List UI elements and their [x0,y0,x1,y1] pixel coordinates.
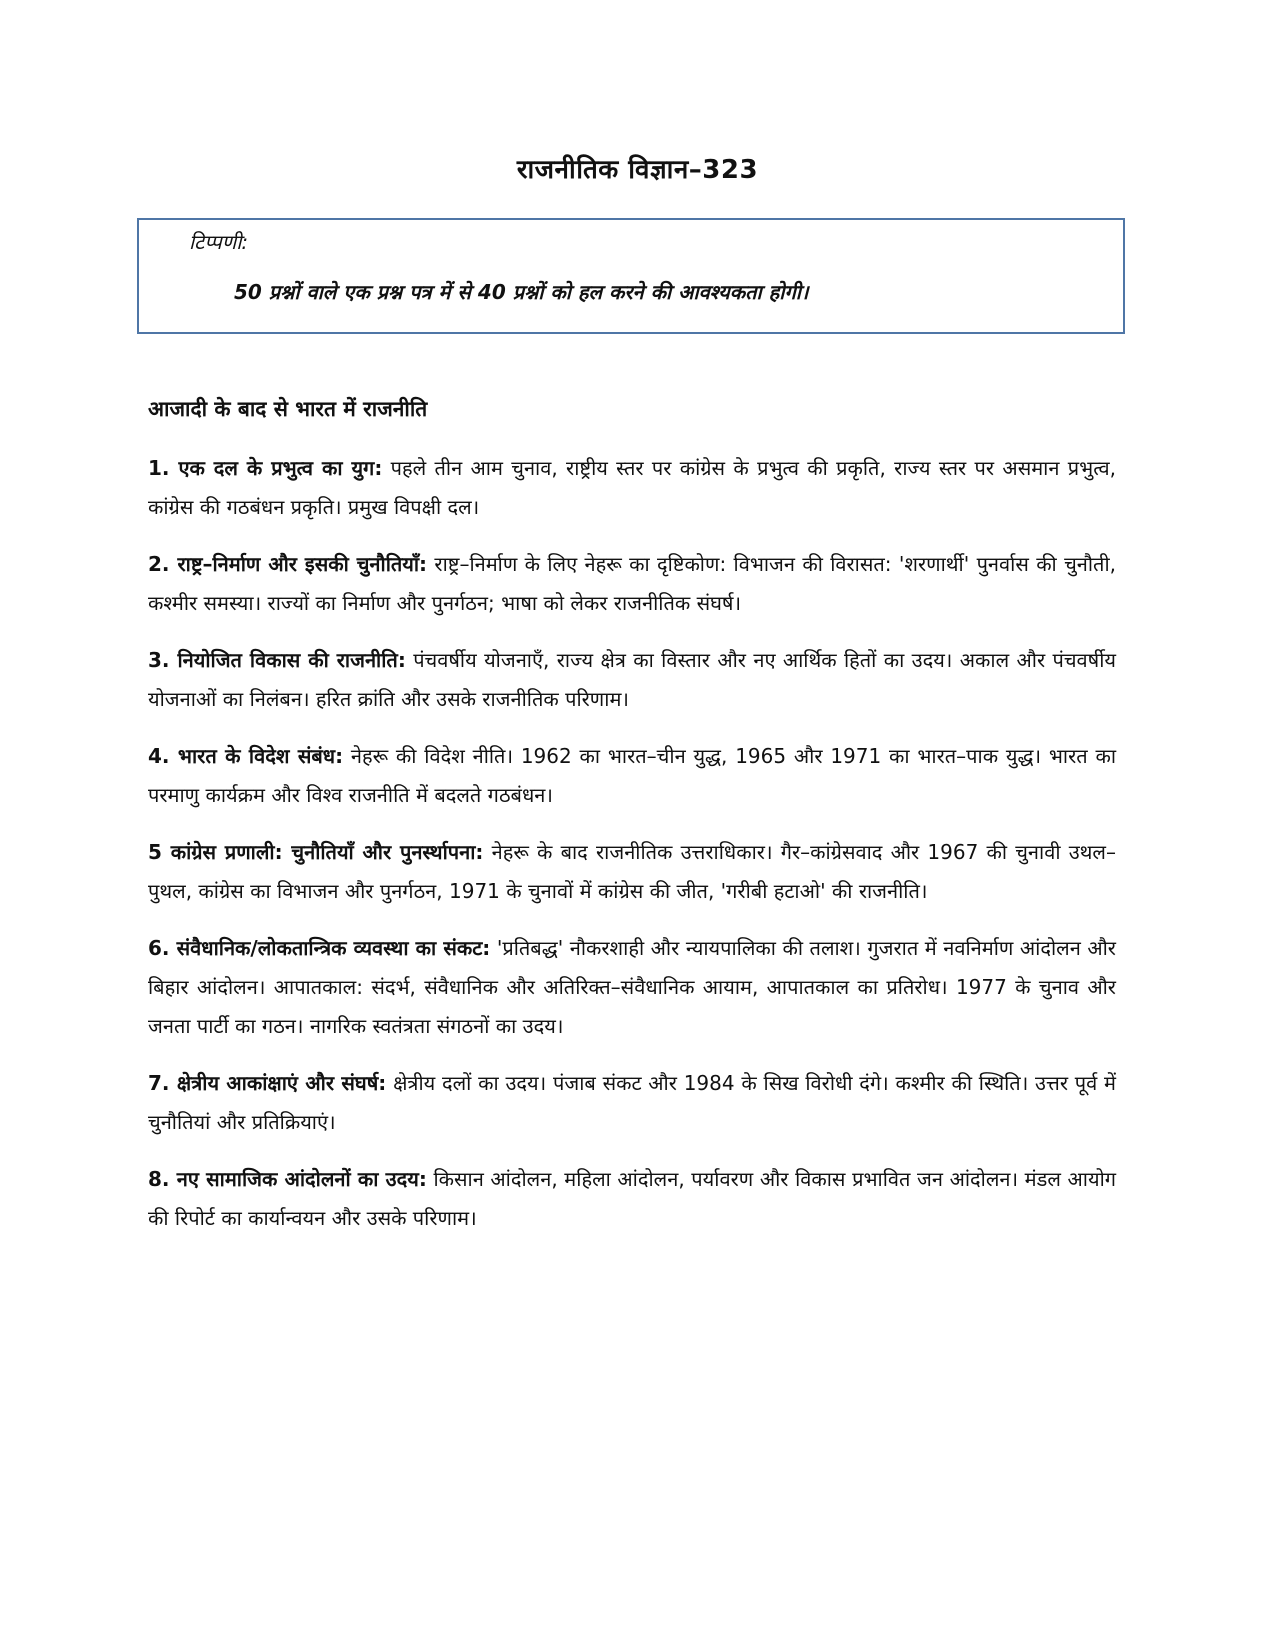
topic-heading: 4. भारत के विदेश संबंध: [148,744,344,768]
syllabus-content [148,395,1116,1256]
topic-3 [148,641,1116,719]
topic-5 [148,833,1116,911]
topic-heading: 5 कांग्रेस प्रणाली: चुनौतियाँ और पुनर्स्थापना: [148,840,484,864]
topic-1 [148,449,1116,527]
topic-text: राष्ट्र–निर्माण के लिए नेहरू का दृष्टिकोण: विभाजन की विरासत: 'शरणार्थी' पुनर्वास की चुनौती, कश्मीर समस्या। राज्यों का निर्माण और पुनर्गठन; भाषा को लेकर राजनीतिक संघर्ष। [148,552,1116,615]
topic-8 [148,1160,1116,1238]
note-box [137,218,1125,334]
topic-heading: 7. क्षेत्रीय आकांक्षाएं और संघर्ष: [148,1071,387,1095]
topic-text: नेहरू की विदेश नीति। 1962 का भारत–चीन युद्ध, 1965 और 1971 का भारत–पाक युद्ध। भारत का परमाणु कार्यक्रम और विश्व राजनीति में बदलते गठबंधन। [148,744,1116,807]
topic-7 [148,1064,1116,1142]
topic-text: पंचवर्षीय योजनाएँ, राज्य क्षेत्र का विस्तार और नए आर्थिक हितों का उदय। अकाल और पंचवर्षीय योजनाओं का निलंबन। हरित क्रांति और उसके राजनीतिक परिणाम। [148,648,1117,711]
topic-text: किसान आंदोलन, महिला आंदोलन, पर्यावरण और विकास प्रभावित जन आंदोलन। मंडल आयोग की रिपोर्ट का कार्यान्वयन और उसके परिणाम। [148,1167,1117,1230]
topic-text: नेहरू के बाद राजनीतिक उत्तराधिकार। गैर–कांग्रेसवाद और 1967 की चुनावी उथल–पुथल, कांग्रेस का विभाजन और पुनर्गठन, 1971 के चुनावों में कांग्रेस की जीत, 'गरीबी हटाओ' की राजनीति। [148,840,1116,903]
topic-text: पहले तीन आम चुनाव, राष्ट्रीय स्तर पर कांग्रेस के प्रभुत्व की प्रकृति, राज्य स्तर पर असमान प्रभुत्व, कांग्रेस की गठबंधन प्रकृति। प्रमुख विपक्षी दल। [148,456,1116,519]
topic-6 [148,929,1116,1046]
topic-heading: 2. राष्ट्र–निर्माण और इसकी चुनौतियाँ: [148,552,428,576]
topic-heading: 8. नए सामाजिक आंदोलनों का उदय: [148,1167,427,1191]
topic-2 [148,545,1116,623]
topic-text: 'प्रतिबद्ध' नौकरशाही और न्यायपालिका की तलाश। गुजरात में नवनिर्माण आंदोलन और बिहार आंदोलन। आपातकाल: संदर्भ, संवैधानिक और अतिरिक्त–संवैधानिक आयाम, आपातकाल का प्रतिरोध। 1977 के चुनाव और जनता पार्टी का गठन। नागरिक स्वतंत्रता संगठनों का उदय। [148,936,1116,1038]
note-label: टिप्पणी: [189,230,249,254]
page-title: राजनीतिक विज्ञान–323 [516,155,759,185]
topic-4 [148,737,1116,815]
topic-heading: 1. एक दल के प्रभुत्व का युग: [148,456,383,480]
topic-text: क्षेत्रीय दलों का उदय। पंजाब संकट और 1984 के सिख विरोधी दंगे। कश्मीर की स्थिति। उत्तर पूर्व में चुनौतियां और प्रतिक्रियाएं। [148,1071,1116,1134]
topic-heading: 3. नियोजित विकास की राजनीति: [148,648,406,672]
topic-heading: 6. संवैधानिक/लोकतान्त्रिक व्यवस्था का संकट: [148,936,491,960]
section-heading: आजादी के बाद से भारत में राजनीति [148,397,428,421]
note-text: 50 प्रश्नों वाले एक प्रश्न पत्र में से 40 प्रश्नों को हल करने की आवश्यकता होगी। [234,280,809,304]
